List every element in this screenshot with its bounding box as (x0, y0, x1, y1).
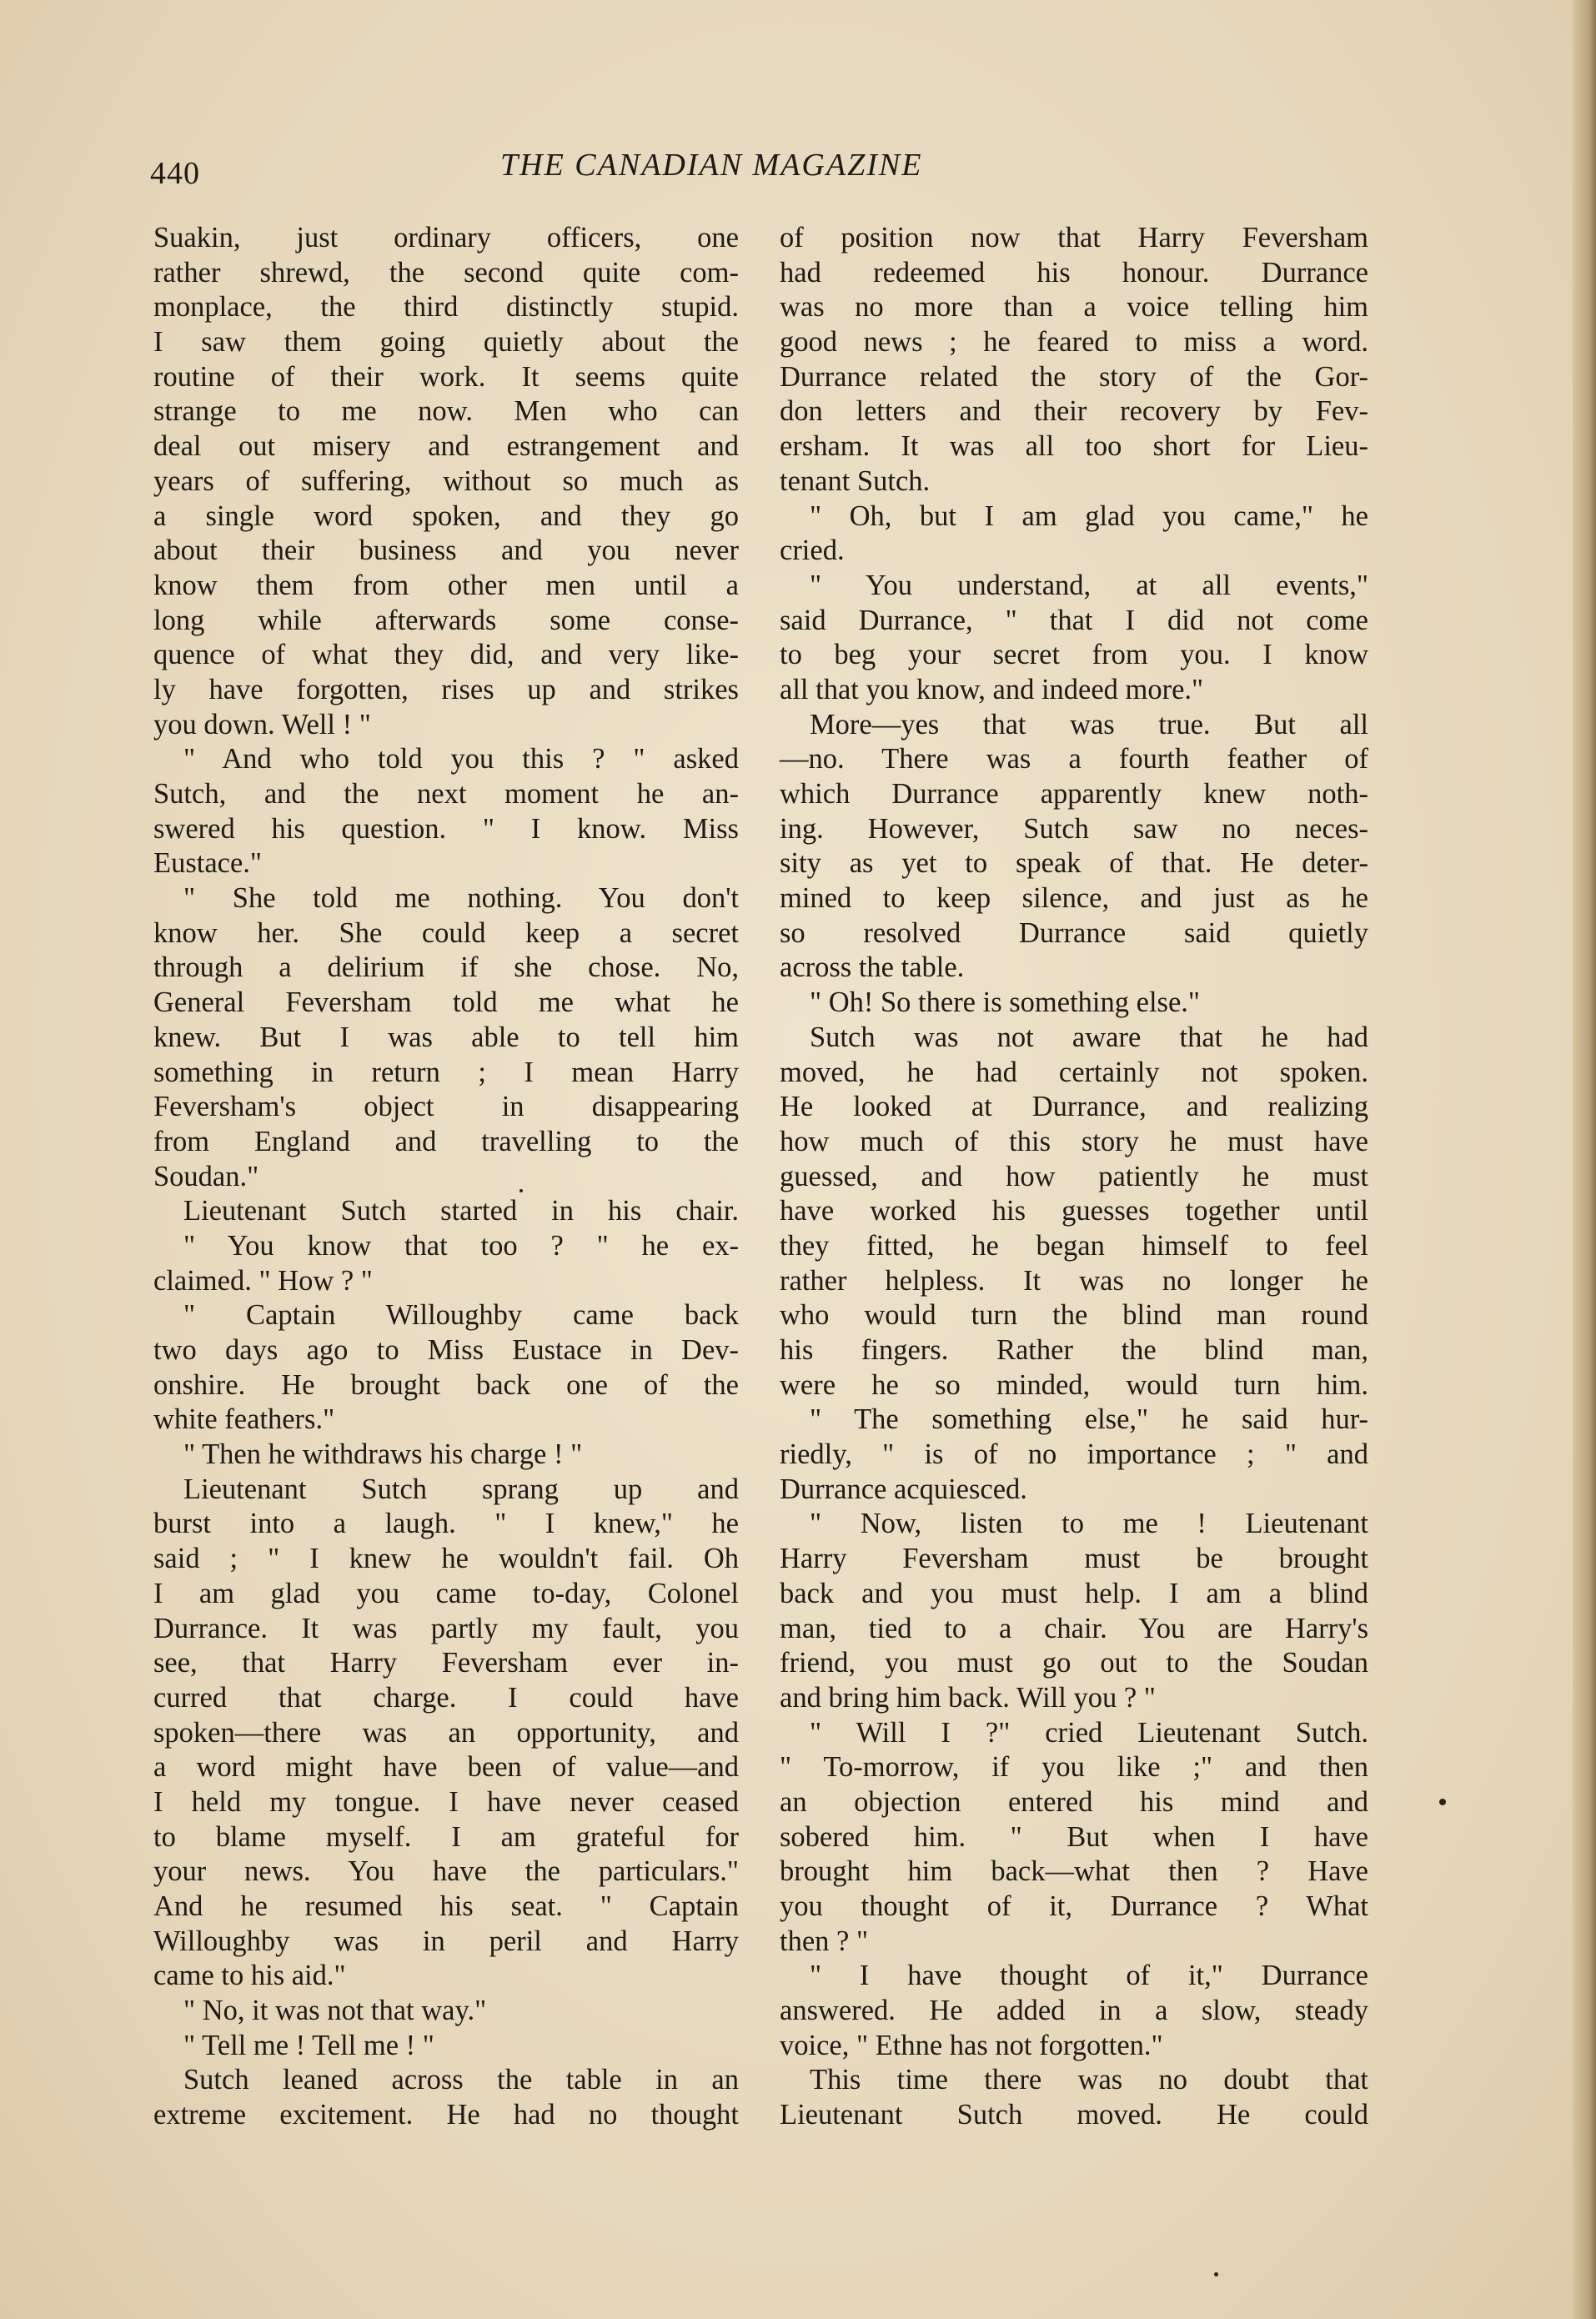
text-line: good news ; he feared to miss a word. (780, 326, 1368, 359)
text-line: He looked at Durrance, and realizing (780, 1091, 1368, 1123)
text-line: spoken—there was an opportunity, and (153, 1716, 739, 1749)
text-line: deal out misery and estrangement and (153, 430, 739, 463)
text-line: of position now that Harry Feversham (780, 222, 1368, 253)
text-line: Durrance. It was partly my fault, you (153, 1612, 739, 1644)
text-line: " Captain Willoughby came back (183, 1299, 739, 1332)
text-line: ly have forgotten, rises up and strikes (153, 673, 739, 705)
text-line: years of suffering, without so much as (153, 464, 739, 497)
text-line: came to his aid." (153, 1960, 346, 1992)
text-line: answered. He added in a slow, steady (780, 1995, 1368, 2027)
text-line: More—yes that was true. But all (810, 708, 1368, 740)
text-line: " You understand, at all events," (810, 569, 1368, 601)
print-speck (1439, 1799, 1446, 1805)
text-line: friend, you must go out to the Soudan (780, 1647, 1368, 1679)
text-line: white feathers." (153, 1403, 335, 1436)
left-text-column (153, 221, 739, 2164)
text-line: Durrance acquiesced. (780, 1473, 1027, 1505)
text-line: back and you must help. I am a blind (780, 1577, 1368, 1609)
text-line: sity as yet to speak of that. He deter- (780, 847, 1368, 880)
text-line: was no more than a voice telling him (780, 291, 1368, 324)
text-line: Sutch, and the next moment he an- (153, 778, 739, 810)
text-line: see, that Harry Feversham ever in- (153, 1647, 739, 1679)
page-edge-shadow (1573, 0, 1596, 2319)
text-line: sobered him. " But when I have (780, 1820, 1368, 1853)
text-line: " Oh! So there is something else." (810, 986, 1200, 1019)
text-line: " Will I ?" cried Lieutenant Sutch. (810, 1716, 1368, 1749)
text-line: all that you know, and indeed more." (780, 673, 1204, 705)
text-line: how much of this story he must have (780, 1125, 1368, 1157)
text-line: curred that charge. I could have (153, 1681, 739, 1714)
text-line: had redeemed his honour. Durrance (780, 256, 1368, 289)
text-line: Willoughby was in peril and Harry (153, 1925, 739, 1957)
text-line: about their business and you never (153, 535, 739, 567)
text-line: Harry Feversham must be brought (780, 1543, 1368, 1575)
text-line: " Oh, but I am glad you came," he (810, 499, 1368, 532)
text-line: onshire. He brought back one of the (153, 1368, 739, 1401)
text-line: two days ago to Miss Eustace in Dev- (153, 1334, 739, 1366)
text-line: monplace, the third distinctly stupid. (153, 291, 739, 324)
text-line: were he so minded, would turn him. (780, 1368, 1368, 1401)
text-line: a single word spoken, and they go (153, 499, 739, 532)
text-line: which Durrance apparently knew noth- (780, 778, 1368, 810)
text-line: " I have thought of it," Durrance (810, 1960, 1368, 1992)
text-line: Lieutenant Sutch sprang up and (183, 1473, 739, 1505)
text-line: Durrance related the story of the Gor- (780, 360, 1368, 393)
right-text-column (780, 221, 1368, 2164)
text-line: burst into a laugh. " I knew," he (153, 1508, 739, 1540)
text-line: don letters and their recovery by Fev- (780, 395, 1368, 428)
print-speck (519, 1189, 523, 1192)
text-line: you thought of it, Durrance ? What (780, 1890, 1368, 1922)
text-line: guessed, and how patiently he must (780, 1160, 1368, 1192)
text-line: Feversham's object in disappearing (153, 1091, 739, 1123)
text-line: knew. But I was able to tell him (153, 1021, 739, 1053)
text-line: Suakin, just ordinary officers, one (153, 222, 739, 253)
text-line: " The something else," he said hur- (810, 1403, 1368, 1436)
text-line: quence of what they did, and very like- (153, 639, 739, 671)
text-line: have worked his guesses together until (780, 1195, 1368, 1227)
text-line: your news. You have the particulars." (153, 1855, 739, 1888)
text-line: voice, " Ethne has not forgotten." (780, 2029, 1163, 2061)
print-speck (1214, 2272, 1218, 2276)
text-line: Lieutenant Sutch moved. He could (780, 2099, 1368, 2131)
text-line: something in return ; I mean Harry (153, 1056, 739, 1088)
text-line: swered his question. " I know. Miss (153, 812, 739, 845)
text-line: —no. There was a fourth feather of (780, 743, 1368, 776)
page-number: 440 (150, 156, 200, 191)
text-line: " She told me nothing. You don't (183, 882, 739, 915)
text-line: moved, he had certainly not spoken. (780, 1056, 1368, 1088)
text-line: who would turn the blind man round (780, 1299, 1368, 1332)
text-line: to beg your secret from you. I know (780, 639, 1368, 671)
text-line: cried. (780, 535, 845, 567)
text-line: then ? " (780, 1925, 869, 1957)
text-line: know her. She could keep a secret (153, 916, 739, 949)
running-title: THE CANADIAN MAGAZINE (500, 148, 923, 183)
text-line: rather shrewd, the second quite com- (153, 256, 739, 289)
text-line: " And who told you this ? " asked (183, 743, 739, 776)
text-line: from England and travelling to the (153, 1125, 739, 1157)
text-line: across the table. (780, 951, 965, 984)
text-line: an objection entered his mind and (780, 1785, 1368, 1818)
text-line: " Then he withdraws his charge ! " (183, 1438, 583, 1471)
text-line: Sutch leaned across the table in an (183, 2064, 739, 2096)
text-line: And he resumed his seat. " Captain (153, 1890, 739, 1922)
text-line: ing. However, Sutch saw no neces- (780, 812, 1368, 845)
text-line: tenant Sutch. (780, 464, 931, 497)
text-line: Lieutenant Sutch started in his chair. (183, 1195, 739, 1227)
text-line: his fingers. Rather the blind man, (780, 1334, 1368, 1366)
text-line: I held my tongue. I have never ceased (153, 1785, 739, 1818)
text-line: " Now, listen to me ! Lieutenant (810, 1508, 1368, 1540)
page-header (150, 147, 1034, 197)
text-line: Soudan." (153, 1160, 259, 1192)
text-line: brought him back—what then ? Have (780, 1855, 1368, 1888)
text-line: and bring him back. Will you ? " (780, 1681, 1156, 1714)
text-line: routine of their work. It seems quite (153, 360, 739, 393)
text-line: " To-morrow, if you like ;" and then (780, 1751, 1368, 1784)
text-line: Eustace." (153, 847, 262, 880)
text-line: said ; " I knew he wouldn't fail. Oh (153, 1543, 739, 1575)
text-line: I saw them going quietly about the (153, 326, 739, 359)
text-line: I am glad you came to-day, Colonel (153, 1577, 739, 1609)
text-line: General Feversham told me what he (153, 986, 739, 1019)
text-line: they fitted, he began himself to feel (780, 1229, 1368, 1262)
text-line: you down. Well ! " (153, 708, 371, 740)
text-line: claimed. " How ? " (153, 1264, 373, 1297)
text-line: so resolved Durrance said quietly (780, 916, 1368, 949)
text-line: riedly, " is of no importance ; " and (780, 1438, 1368, 1471)
text-line: mined to keep silence, and just as he (780, 882, 1368, 915)
text-line: rather helpless. It was no longer he (780, 1264, 1368, 1297)
text-line: man, tied to a chair. You are Harry's (780, 1612, 1368, 1644)
text-line: through a delirium if she chose. No, (153, 951, 739, 984)
text-line: ersham. It was all too short for Lieu- (780, 430, 1368, 463)
text-line: " No, it was not that way." (183, 1995, 487, 2027)
text-line: long while afterwards some conse- (153, 604, 739, 636)
text-line: said Durrance, " that I did not come (780, 604, 1368, 636)
text-line: " You know that too ? " he ex- (183, 1229, 739, 1262)
text-line: This time there was no doubt that (810, 2064, 1368, 2096)
text-line: know them from other men until a (153, 569, 739, 601)
text-line: extreme excitement. He had no thought (153, 2099, 739, 2131)
text-line: a word might have been of value—and (153, 1751, 739, 1784)
text-line: Sutch was not aware that he had (810, 1021, 1368, 1053)
text-line: " Tell me ! Tell me ! " (183, 2029, 434, 2061)
text-line: strange to me now. Men who can (153, 395, 739, 428)
text-line: to blame myself. I am grateful for (153, 1820, 739, 1853)
